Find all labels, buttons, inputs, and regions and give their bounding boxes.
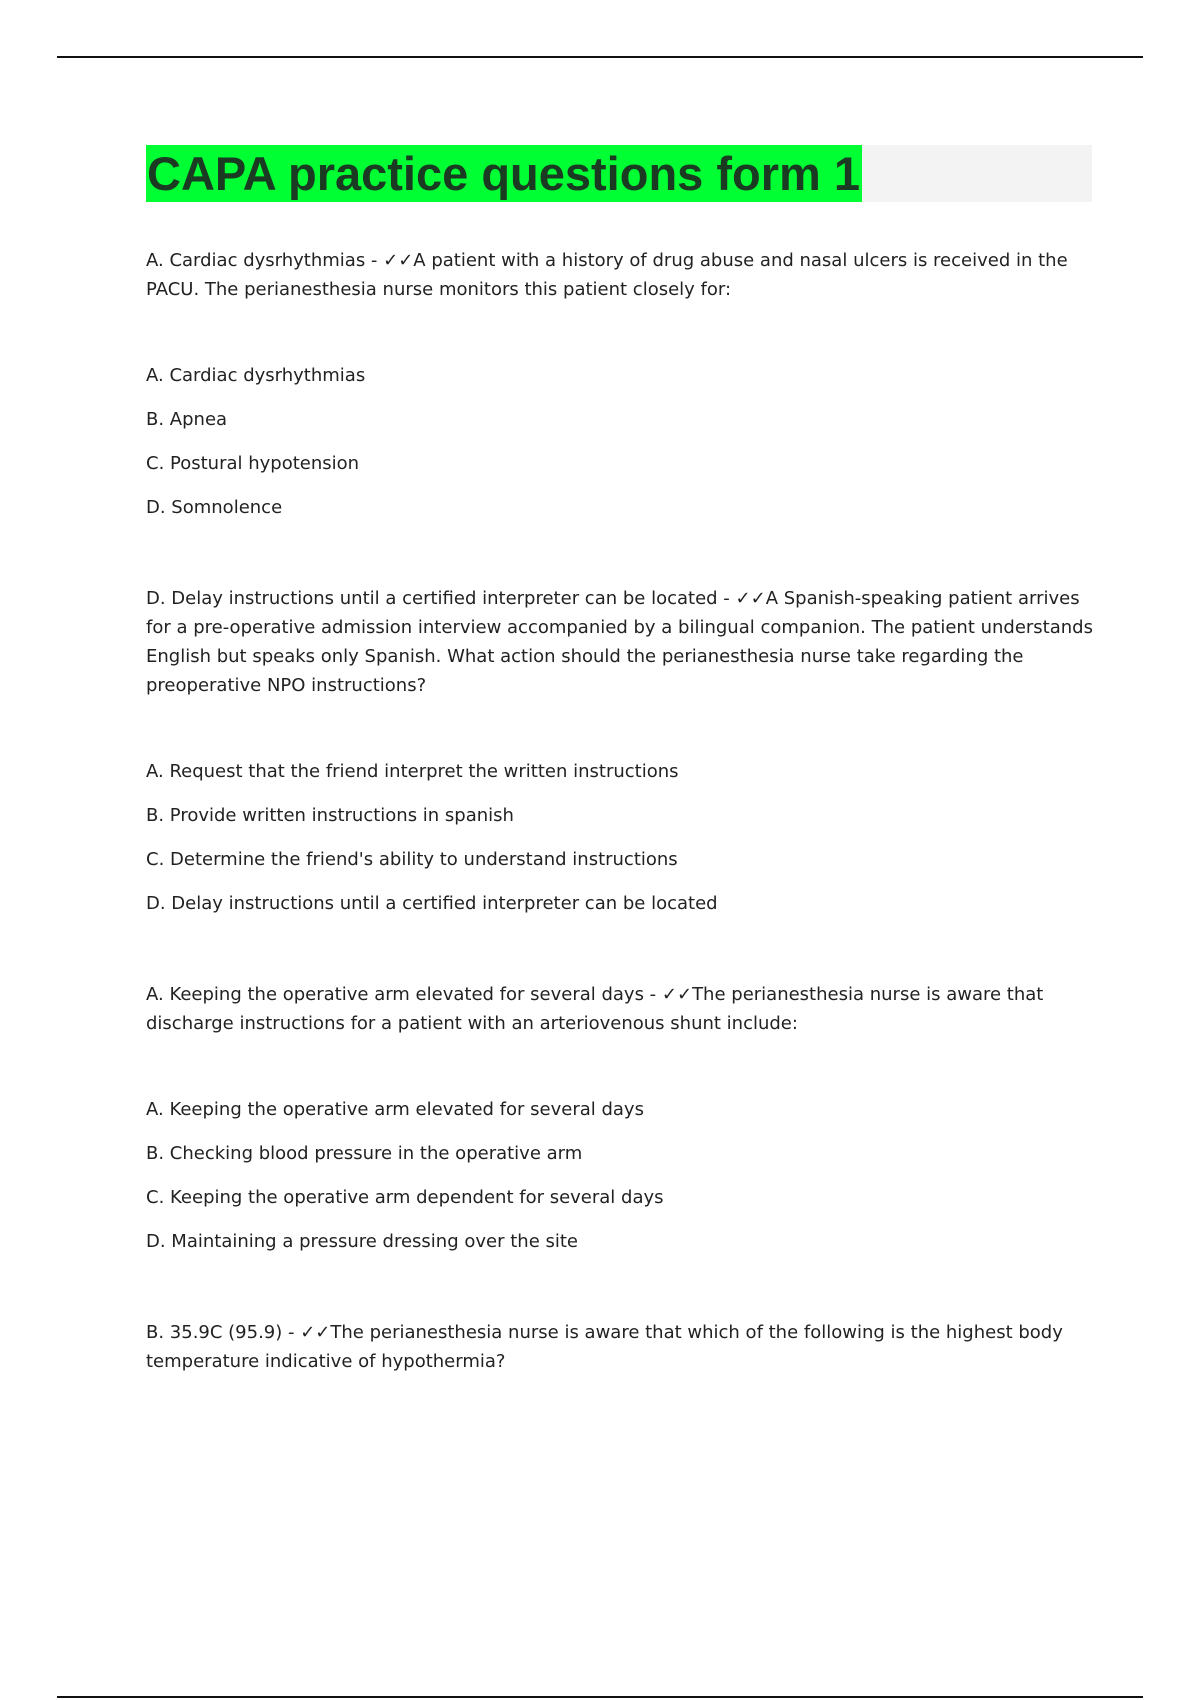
answer-option: B. Provide written instructions in spanish bbox=[146, 805, 514, 826]
question-prompt: B. 35.9C (95.9) - ✓✓The perianesthesia nurse is aware that which of the following is the highest body temperature indicative of hypothermia? bbox=[146, 1322, 1063, 1372]
footer-rule bbox=[57, 1696, 1143, 1698]
spacer bbox=[146, 537, 1096, 584]
answer-option: D. Somnolence bbox=[146, 497, 283, 518]
question-list bbox=[146, 246, 1096, 1376]
question-block bbox=[146, 980, 1096, 1256]
answer-option: A. Request that the friend interpret the written instructions bbox=[146, 761, 679, 782]
answer-option: A. Cardiac dysrhythmias bbox=[146, 365, 366, 386]
question-prompt: A. Keeping the operative arm elevated for several days - ✓✓The perianesthesia nurse is aware that discharge instructions for a patient with an arteriovenous shunt include: bbox=[146, 984, 1044, 1034]
spacer bbox=[146, 1271, 1096, 1318]
question-block bbox=[146, 246, 1096, 522]
answer-options bbox=[146, 361, 1096, 522]
answer-options bbox=[146, 757, 1096, 918]
answer-option: B. Apnea bbox=[146, 409, 228, 430]
question-block bbox=[146, 1318, 1096, 1376]
answer-option: C. Determine the friend's ability to understand instructions bbox=[146, 849, 678, 870]
header-rule bbox=[57, 56, 1143, 58]
answer-option: D. Maintaining a pressure dressing over the site bbox=[146, 1231, 578, 1252]
question-prompt: A. Cardiac dysrhythmias - ✓✓A patient with a history of drug abuse and nasal ulcers is received in the PACU. The perianesthesia nurse monitors this patient closely for: bbox=[146, 250, 1068, 300]
answer-option: D. Delay instructions until a certified interpreter can be located bbox=[146, 893, 718, 914]
page-title: CAPA practice questions form 1 bbox=[147, 147, 860, 200]
question-block bbox=[146, 584, 1096, 918]
answer-option: B. Checking blood pressure in the operative arm bbox=[146, 1143, 583, 1164]
answer-option: A. Keeping the operative arm elevated for several days bbox=[146, 1099, 644, 1120]
spacer bbox=[146, 933, 1096, 980]
answer-option: C. Keeping the operative arm dependent for several days bbox=[146, 1187, 664, 1208]
answer-options bbox=[146, 1095, 1096, 1256]
question-prompt: D. Delay instructions until a certified interpreter can be located - ✓✓A Spanish-speaking patient arrives for a pre-operative admission interview accompanied by a bilingual companion. The patient understands English but speaks only Spanish. What action should the perianesthesia nurse take regarding the preoperative NPO instructions? bbox=[146, 588, 1093, 696]
answer-option: C. Postural hypotension bbox=[146, 453, 360, 474]
